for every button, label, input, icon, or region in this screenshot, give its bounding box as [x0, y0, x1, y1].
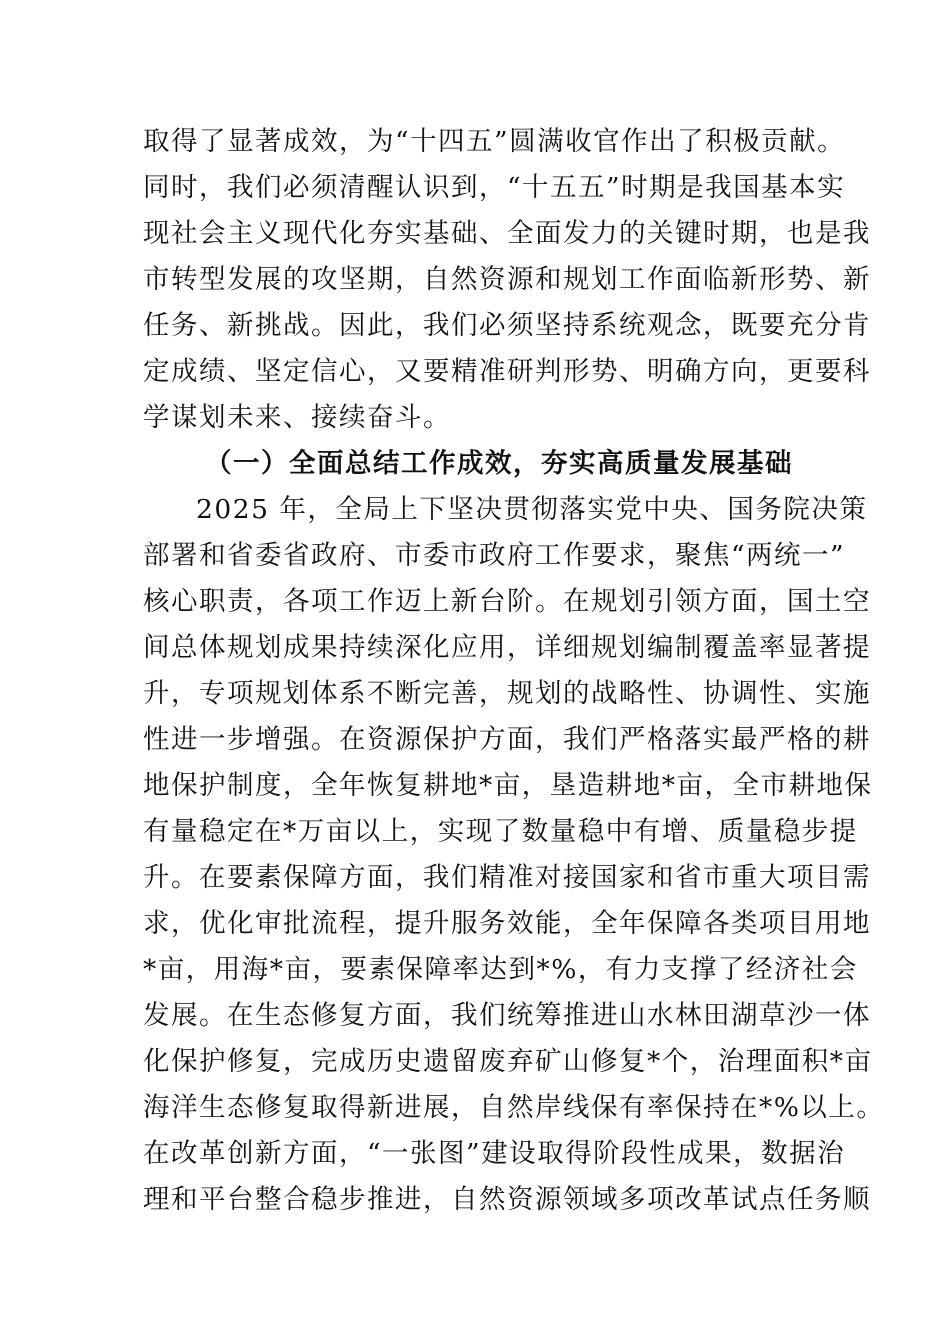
paragraph-line: 在改革创新方面，“一张图”建设取得阶段性成果，数据治 [143, 1138, 846, 1169]
paragraph-line: 升，专项规划体系不断完善，规划的战略性、协调性、实施 [143, 678, 871, 709]
paragraph-line: 地保护制度，全年恢复耕地*亩，垦造耕地*亩，全市耕地保 [143, 770, 873, 801]
paragraph-line: 理和平台整合稳步推进，自然资源领域多项改革试点任务顺 [143, 1184, 871, 1215]
paragraph-line: 升。在要素保障方面，我们精准对接国家和省市重大项目需 [143, 862, 871, 893]
paragraph-line: 同时，我们必须清醒认识到，“十五五”时期是我国基本实 [143, 172, 846, 203]
paragraph-line: 发展。在生态修复方面，我们统筹推进山水林田湖草沙一体 [143, 1000, 871, 1031]
section-heading: （一）全面总结工作成效，夯实高质量发展基础 [205, 448, 793, 479]
paragraph-line: 2025 年，全局上下坚决贯彻落实党中央、国务院决策 [196, 494, 868, 525]
paragraph-line: 学谋划未来、接续奋斗。 [143, 402, 451, 433]
paragraph-line: *亩，用海*亩，要素保障率达到*%，有力支撑了经济社会 [143, 954, 858, 985]
paragraph-line: 间总体规划成果持续深化应用，详细规划编制覆盖率显著提 [143, 632, 871, 663]
paragraph-line: 求，优化审批流程，提升服务效能，全年保障各类项目用地 [143, 908, 871, 939]
paragraph-line: 部署和省委省政府、市委市政府工作要求，聚焦“两统一” [143, 540, 846, 571]
paragraph-line: 性进一步增强。在资源保护方面，我们严格落实最严格的耕 [143, 724, 871, 755]
paragraph-line: 化保护修复，完成历史遗留废弃矿山修复*个，治理面积*亩 [143, 1046, 873, 1077]
paragraph-line: 现社会主义现代化夯实基础、全面发力的关键时期，也是我 [143, 218, 871, 249]
paragraph-line: 市转型发展的攻坚期，自然资源和规划工作面临新形势、新 [143, 264, 871, 295]
paragraph-line: 海洋生态修复取得新进展，自然岸线保有率保持在*%以上。 [143, 1092, 885, 1123]
paragraph-line: 定成绩、坚定信心，又要精准研判形势、明确方向，更要科 [143, 356, 871, 387]
paragraph-line: 核心职责，各项工作迈上新台阶。在规划引领方面，国土空 [143, 586, 871, 617]
paragraph-line: 有量稳定在*万亩以上，实现了数量稳中有增、质量稳步提 [143, 816, 858, 847]
paragraph-line: 任务、新挑战。因此，我们必须坚持系统观念，既要充分肯 [143, 310, 871, 341]
paragraph-line: 取得了显著成效，为“十四五”圆满收官作出了积极贡献。 [143, 126, 846, 157]
